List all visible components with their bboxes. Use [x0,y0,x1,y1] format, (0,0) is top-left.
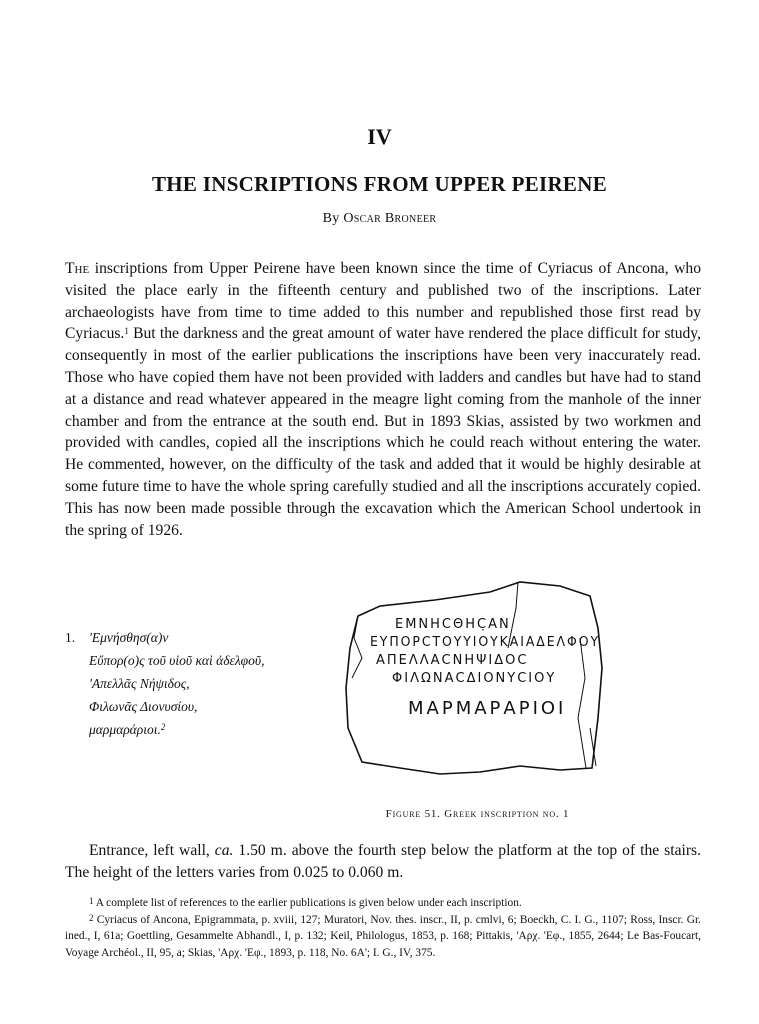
intro-text-a: inscriptions from Upper Peirene have been known since the time of Cyriacus of Ancona, who visited the place early in the fifteenth century and published two of the inscriptions. Later archaeologists have from time to time added to this number and republished those first read by Cyriacus. [65,260,701,343]
stone-edge-left [352,616,362,678]
lead-word: The [65,260,90,277]
inscription-line-1: 1. 'Εμνήσθησ(α)ν [65,626,264,649]
stone-line-3: ΑΠΕΛΛΑϹΝΗΨΙΔΟϹ [376,653,529,668]
inscription-line-4: Φιλωνᾶς Διονυσίου, [89,699,198,714]
stone-line-1: ΕΜΝΗϹΘΗϹ̣ΑΝ [395,617,511,632]
byline-by: By [322,211,340,226]
inscription-transcription [65,626,264,741]
figure-caption: Figure 51. Greek inscription no. 1 [385,808,570,820]
intro-paragraph [65,258,701,541]
inscription-line-2: Εὔπορ(ο)ς τοῦ υἱοῦ καὶ ἀδελφοῦ, [89,653,265,668]
inscription-line-5: μαρμαράριοι.$^2$ [89,722,166,737]
stone-line-2: ΕΥΠΟΡϹΤΟΥΥΙΟΥΚΑΙΑΔΕΛΦΟΥ [370,635,600,650]
chapter-number: IV [367,124,392,149]
inscription-line-3: 'Απελλᾶς Νήψιδος, [89,676,190,691]
article-title: THE INSCRIPTIONS FROM UPPER PEIRENE [151,172,608,196]
inscription-drawing [340,578,610,793]
stone-line-4: ΦΙΛΩΝΑϹΔΙΟΝΥϹΙΟΥ [392,671,557,686]
footnotes [65,895,701,961]
footnote-ref-1[interactable]: 1 [124,326,129,337]
inscription-number: 1. [65,630,76,645]
byline [0,211,759,227]
footnote-1: $^1$ A complete list of references to the earlier publications is given below under each inscription. [89,896,522,909]
stone-edge-right [578,638,596,768]
byline-author: Oscar Broneer [343,211,437,226]
footnote-2: $^2$ Cyriacus of Ancona, Epigrammata, p. xviii, 127; Muratori, Nov. thes. inscr., II, p. cmlvi, 6; Boeckh, C. I. G., 1107; Ross, Inscr. Gr. ined., I, 61a; Goettling, Gesammelte Abhandl., I, p. 132; Keil, Philologus, 1853, p. 168; Pittakis, 'Αρχ. 'Εφ., 1855, 2644; Le Bas-Foucart, Voyage Archéol., II, 95, a; Skias, 'Αρχ. 'Εφ., 1893, p. 118, No. 6A'; I. G., IV, 375. [65,912,701,959]
intro-text-b: But the darkness and the great amount of water have rendered the place difficult for study, consequently in most of the earlier publications the inscriptions have been very inaccurately read. Those who have copied them have not been provided with ladders and candles but have had to stand at a distance and read whatever appeared in the meagre light coming from the manhole of the inner chamber and from the entrance at the south end. But in 1893 Skias, assisted by two workmen and provided with candles, copied all the inscriptions which he could reach without entering the water. He commented, however, on the difficulty of the task and added that it would be highly desirable at some future time to have the whole spring carefully studied and all the inscriptions accurately copied. This has now been made possible through the excavation which the American School undertook in the spring of 1926. [65,325,701,539]
footnote-ref-2[interactable]: 2 [160,722,166,732]
stone-line-5: ΜΑΡΜΑΡΑΡΙΟΙ [408,698,567,719]
location-paragraph: Entrance, left wall, ca. 1.50 m. above the fourth step below the platform at the top of the stairs. The height of the letters varies from 0.025 to 0.060 m. [65,842,701,881]
